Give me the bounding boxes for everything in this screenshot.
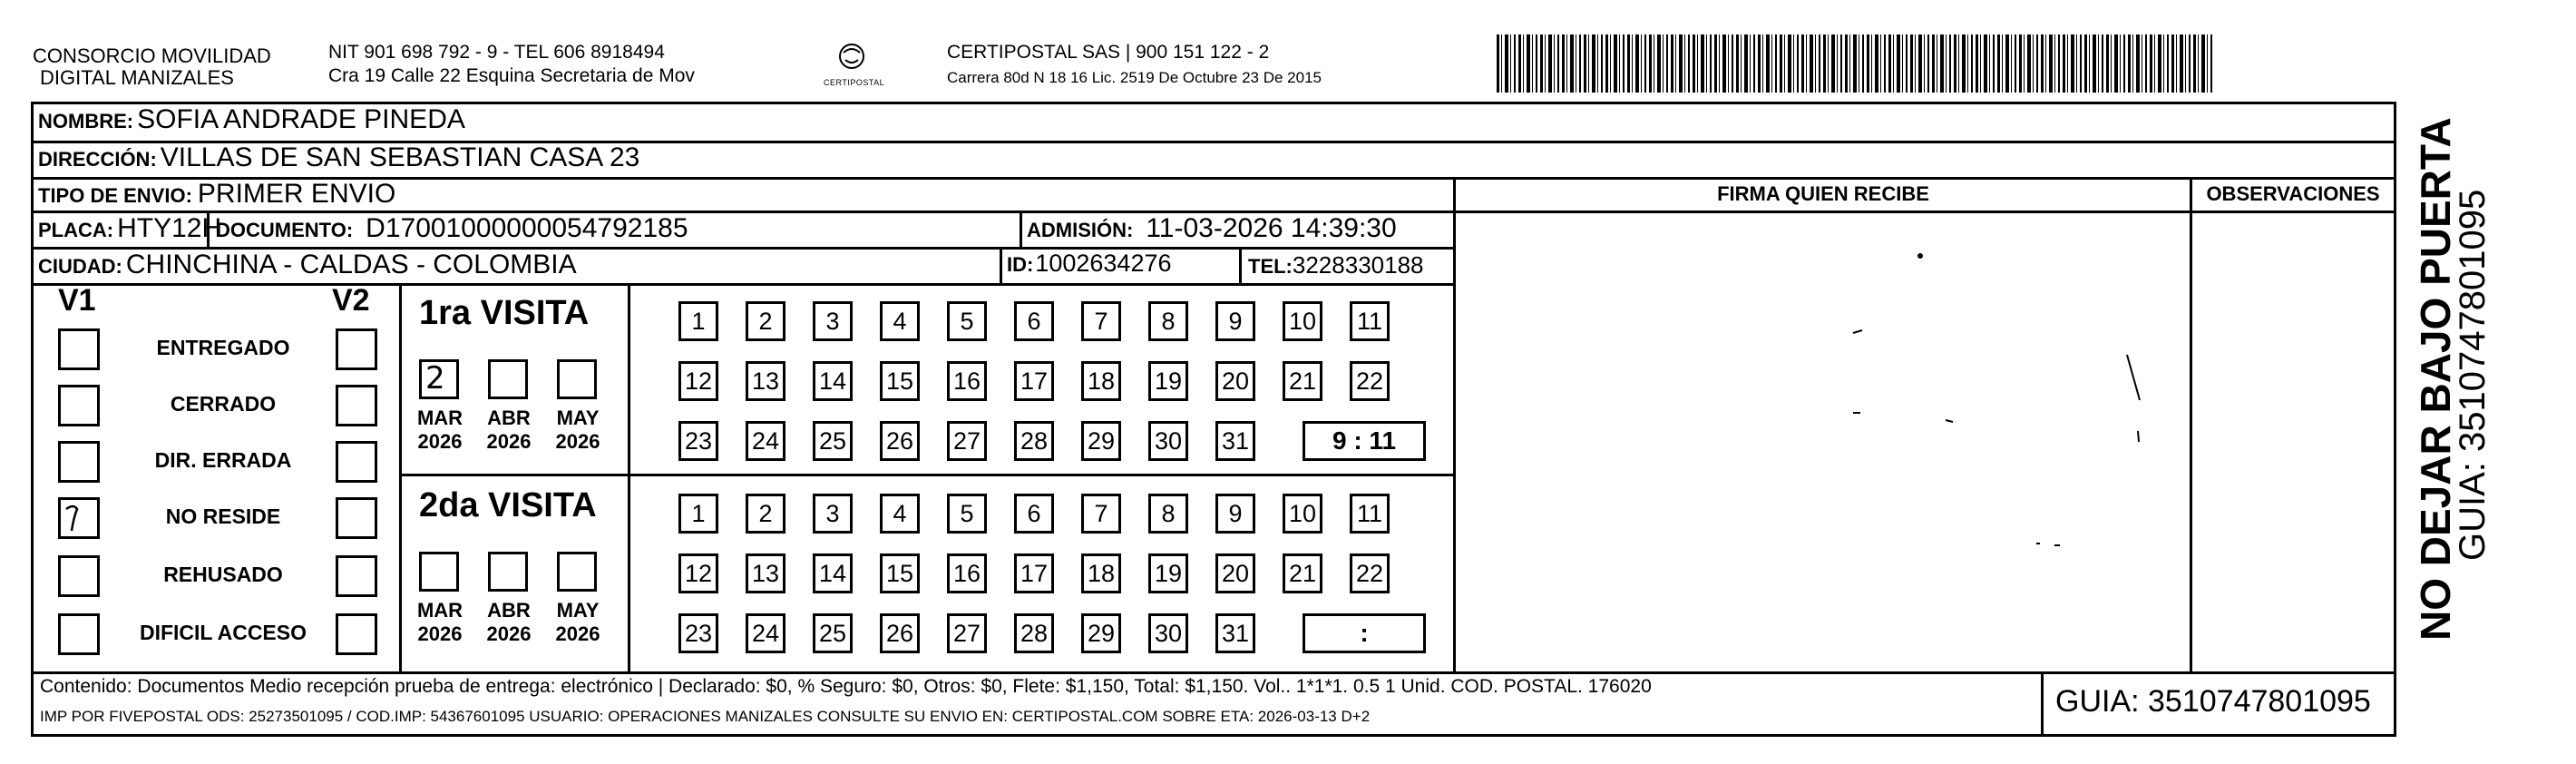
ciudad-label: CIUDAD:	[38, 255, 122, 278]
day-box-14[interactable]: 14	[813, 361, 853, 401]
address-line: Cra 19 Calle 22 Esquina Secretaria de Mov	[328, 65, 695, 86]
day-box-23[interactable]: 23	[678, 613, 718, 653]
v1-header: V1	[58, 283, 96, 318]
day-box-9[interactable]: 9	[1215, 301, 1255, 341]
month-label	[477, 599, 541, 646]
day-box-15[interactable]: 15	[880, 361, 920, 401]
status-label: DIR. ERRADA	[154, 448, 292, 472]
day-box-4[interactable]: 4	[880, 301, 920, 341]
nit-line: NIT 901 698 792 - 9 - TEL 606 8918494	[328, 42, 665, 63]
day-box-18[interactable]: 18	[1081, 553, 1121, 593]
nombre-value: SOFIA ANDRADE PINEDA	[137, 104, 465, 134]
tel-label: TEL:	[1248, 255, 1293, 278]
day-box-3[interactable]: 3	[813, 494, 853, 534]
month-checkbox-may[interactable]	[557, 359, 597, 399]
day-box-22[interactable]: 22	[1350, 553, 1390, 593]
month-label	[546, 406, 610, 454]
placa-row	[38, 213, 221, 244]
v2-checkbox-cerrado[interactable]	[336, 385, 377, 426]
divider	[399, 283, 402, 673]
day-box-25[interactable]: 25	[813, 421, 853, 461]
ciudad-value: CHINCHINA - CALDAS - COLOMBIA	[125, 250, 577, 279]
v1-checkbox-no-reside[interactable]	[58, 497, 100, 539]
tel-value: 3228330188	[1292, 251, 1424, 279]
v2-checkbox-entregado[interactable]	[336, 328, 377, 370]
footer-guia: GUIA: 3510747801095	[2055, 684, 2371, 719]
visit-title: 1ra VISITA	[419, 294, 590, 332]
v2-header: V2	[332, 283, 370, 318]
month-name: MAY	[556, 599, 600, 622]
day-box-16[interactable]: 16	[947, 361, 987, 401]
tel-row	[1248, 251, 1424, 279]
month-checkbox-may[interactable]	[557, 552, 597, 592]
day-box-5[interactable]: 5	[947, 301, 987, 341]
v2-checkbox-no-reside[interactable]	[336, 497, 377, 539]
month-year: 2026	[417, 622, 463, 645]
direccion-label: DIRECCIÓN:	[38, 148, 157, 171]
side-warning: NO DEJAR BAJO PUERTA	[2412, 117, 2459, 641]
direccion-value: VILLAS DE SAN SEBASTIAN CASA 23	[160, 142, 640, 172]
day-box-19[interactable]: 19	[1148, 361, 1188, 401]
status-label: CERRADO	[170, 392, 277, 416]
divider	[1000, 247, 1002, 285]
documento-value: D17001000000054792185	[366, 213, 688, 243]
month-year: 2026	[555, 622, 600, 645]
id-row	[1007, 250, 1172, 278]
day-box-20[interactable]: 20	[1215, 361, 1255, 401]
day-box-20[interactable]: 20	[1215, 553, 1255, 593]
v1-checkbox-rehusado[interactable]	[58, 555, 100, 597]
signature-area[interactable]	[1456, 213, 2189, 671]
day-box-26[interactable]: 26	[880, 613, 920, 653]
month-checkbox-mar[interactable]	[419, 359, 459, 399]
month-name: MAR	[416, 406, 463, 429]
day-box-8[interactable]: 8	[1148, 301, 1188, 341]
day-box-29[interactable]: 29	[1081, 613, 1121, 653]
footer-content: Contenido: Documentos Medio recepción prueba de entrega: electrónico | Declarado: $0, % Seguro: $0, Otros: $0, Flete: $1,150, Total: $1,150. Vol.. 1*1*1. 0.5 1 Unid. COD. POSTAL. 176020	[40, 676, 1652, 697]
month-label	[546, 599, 610, 646]
day-box-12[interactable]: 12	[678, 553, 718, 593]
day-box-11[interactable]: 11	[1350, 494, 1390, 534]
month-name: MAR	[416, 599, 463, 622]
month-name: MAY	[556, 406, 600, 429]
day-box-1[interactable]: 1	[678, 494, 718, 534]
day-box-23[interactable]: 23	[678, 421, 718, 461]
company-name-line1: CONSORCIO MOVILIDAD	[33, 44, 271, 67]
nombre-row	[38, 104, 465, 135]
day-box-21[interactable]: 21	[1283, 361, 1322, 401]
day-box-30[interactable]: 30	[1148, 613, 1188, 653]
day-box-31[interactable]: 31	[1215, 613, 1255, 653]
day-box-3[interactable]: 3	[813, 301, 853, 341]
side-guia: GUIA: 3510747801095	[2453, 189, 2493, 561]
admision-value: 11-03-2026 14:39:30	[1146, 213, 1397, 243]
day-box-21[interactable]: 21	[1283, 553, 1322, 593]
day-box-10[interactable]: 10	[1283, 301, 1322, 341]
divider	[1020, 211, 1022, 249]
day-box-7[interactable]: 7	[1081, 494, 1121, 534]
day-box-27[interactable]: 27	[947, 421, 987, 461]
day-box-24[interactable]: 24	[746, 613, 785, 653]
month-checkbox-abr[interactable]	[488, 552, 528, 592]
direccion-row	[38, 142, 639, 173]
day-box-19[interactable]: 19	[1148, 553, 1188, 593]
logo-text: CERTIPOSTAL	[824, 78, 885, 87]
observaciones-area[interactable]	[2192, 213, 2394, 671]
month-label	[477, 406, 541, 454]
month-year: 2026	[486, 622, 532, 645]
placa-value: HTY12H	[117, 213, 222, 243]
divider	[1239, 247, 1242, 285]
status-label: ENTREGADO	[156, 336, 290, 359]
month-mark: 2	[425, 360, 445, 397]
v1-checkbox-dificil-acceso[interactable]	[58, 613, 100, 655]
v2-checkbox-dificil-acceso[interactable]	[336, 613, 377, 655]
v1-checkbox-dir-errada[interactable]	[58, 441, 100, 483]
day-box-14[interactable]: 14	[813, 553, 853, 593]
day-box-25[interactable]: 25	[813, 613, 853, 653]
day-box-12[interactable]: 12	[678, 361, 718, 401]
day-box-6[interactable]: 6	[1014, 494, 1054, 534]
day-box-22[interactable]: 22	[1350, 361, 1390, 401]
placa-label: PLACA:	[38, 219, 114, 241]
license-line: Carrera 80d N 18 16 Lic. 2519 De Octubre 23 De 2015	[947, 69, 1322, 86]
day-box-2[interactable]: 2	[746, 301, 785, 341]
day-box-1[interactable]: 1	[678, 301, 718, 341]
day-box-16[interactable]: 16	[947, 553, 987, 593]
month-checkbox-mar[interactable]	[419, 552, 459, 592]
nombre-label: NOMBRE:	[38, 110, 134, 132]
day-box-13[interactable]: 13	[746, 553, 785, 593]
day-box-13[interactable]: 13	[746, 361, 785, 401]
v1-checkbox-cerrado[interactable]	[58, 385, 100, 426]
id-label: ID:	[1007, 253, 1034, 276]
divider	[2041, 671, 2044, 737]
month-name: ABR	[487, 599, 531, 622]
tipo-label: TIPO DE ENVIO:	[38, 184, 192, 207]
month-year: 2026	[555, 430, 600, 453]
month-year: 2026	[417, 430, 463, 453]
ciudad-row	[38, 250, 577, 280]
v1-checkbox-entregado[interactable]	[58, 328, 100, 370]
day-box-27[interactable]: 27	[947, 613, 987, 653]
tipo-row	[38, 179, 395, 210]
footer-imp: IMP POR FIVEPOSTAL ODS: 25273501095 / COD.IMP: 54367601095 USUARIO: OPERACIONES MANIZALES CONSULTE SU ENVIO EN: CERTIPOSTAL.COM SOBRE ETA: 2026-03-13 D+2	[40, 708, 1371, 725]
time-box[interactable]: 9 : 11	[1303, 421, 1426, 461]
time-box[interactable]: :	[1303, 613, 1426, 653]
company-name-line2: DIGITAL MANIZALES	[40, 66, 234, 89]
observaciones-header: OBSERVACIONES	[2206, 182, 2380, 205]
day-box-4[interactable]: 4	[880, 494, 920, 534]
month-label	[408, 599, 472, 646]
month-checkbox-abr[interactable]	[488, 359, 528, 399]
day-box-24[interactable]: 24	[746, 421, 785, 461]
admision-row	[1027, 213, 1397, 244]
status-label: NO RESIDE	[165, 504, 281, 528]
day-box-28[interactable]: 28	[1014, 421, 1054, 461]
divider	[399, 474, 1455, 476]
id-value: 1002634276	[1035, 250, 1172, 277]
tipo-value: PRIMER ENVIO	[197, 179, 396, 209]
day-box-28[interactable]: 28	[1014, 613, 1054, 653]
firma-header: FIRMA QUIEN RECIBE	[1717, 182, 1929, 205]
certipostal-line: CERTIPOSTAL SAS | 900 151 122 - 2	[947, 42, 1270, 63]
day-box-30[interactable]: 30	[1148, 421, 1188, 461]
day-box-2[interactable]: 2	[746, 494, 785, 534]
day-box-11[interactable]: 11	[1350, 301, 1390, 341]
month-label	[408, 406, 472, 454]
v2-checkbox-rehusado[interactable]	[336, 555, 377, 597]
day-box-26[interactable]: 26	[880, 421, 920, 461]
visit-title: 2da VISITA	[419, 486, 597, 524]
day-box-10[interactable]: 10	[1283, 494, 1322, 534]
documento-label: DOCUMENTO:	[216, 219, 354, 241]
status-label: REHUSADO	[163, 563, 283, 586]
month-name: ABR	[487, 406, 531, 429]
day-box-8[interactable]: 8	[1148, 494, 1188, 534]
day-box-7[interactable]: 7	[1081, 301, 1121, 341]
day-box-5[interactable]: 5	[947, 494, 987, 534]
month-year: 2026	[486, 430, 532, 453]
admision-label: ADMISIÓN:	[1027, 219, 1134, 241]
divider	[628, 283, 630, 673]
day-box-29[interactable]: 29	[1081, 421, 1121, 461]
status-label: DIFICIL ACCESO	[139, 621, 307, 644]
day-box-17[interactable]: 17	[1014, 553, 1054, 593]
documento-row	[216, 213, 688, 244]
day-box-18[interactable]: 18	[1081, 361, 1121, 401]
day-box-6[interactable]: 6	[1014, 301, 1054, 341]
day-box-17[interactable]: 17	[1014, 361, 1054, 401]
day-box-9[interactable]: 9	[1215, 494, 1255, 534]
barcode	[1497, 34, 2213, 93]
day-box-15[interactable]: 15	[880, 553, 920, 593]
signature-marks	[1456, 213, 2189, 671]
v2-checkbox-dir-errada[interactable]	[336, 441, 377, 483]
day-box-31[interactable]: 31	[1215, 421, 1255, 461]
